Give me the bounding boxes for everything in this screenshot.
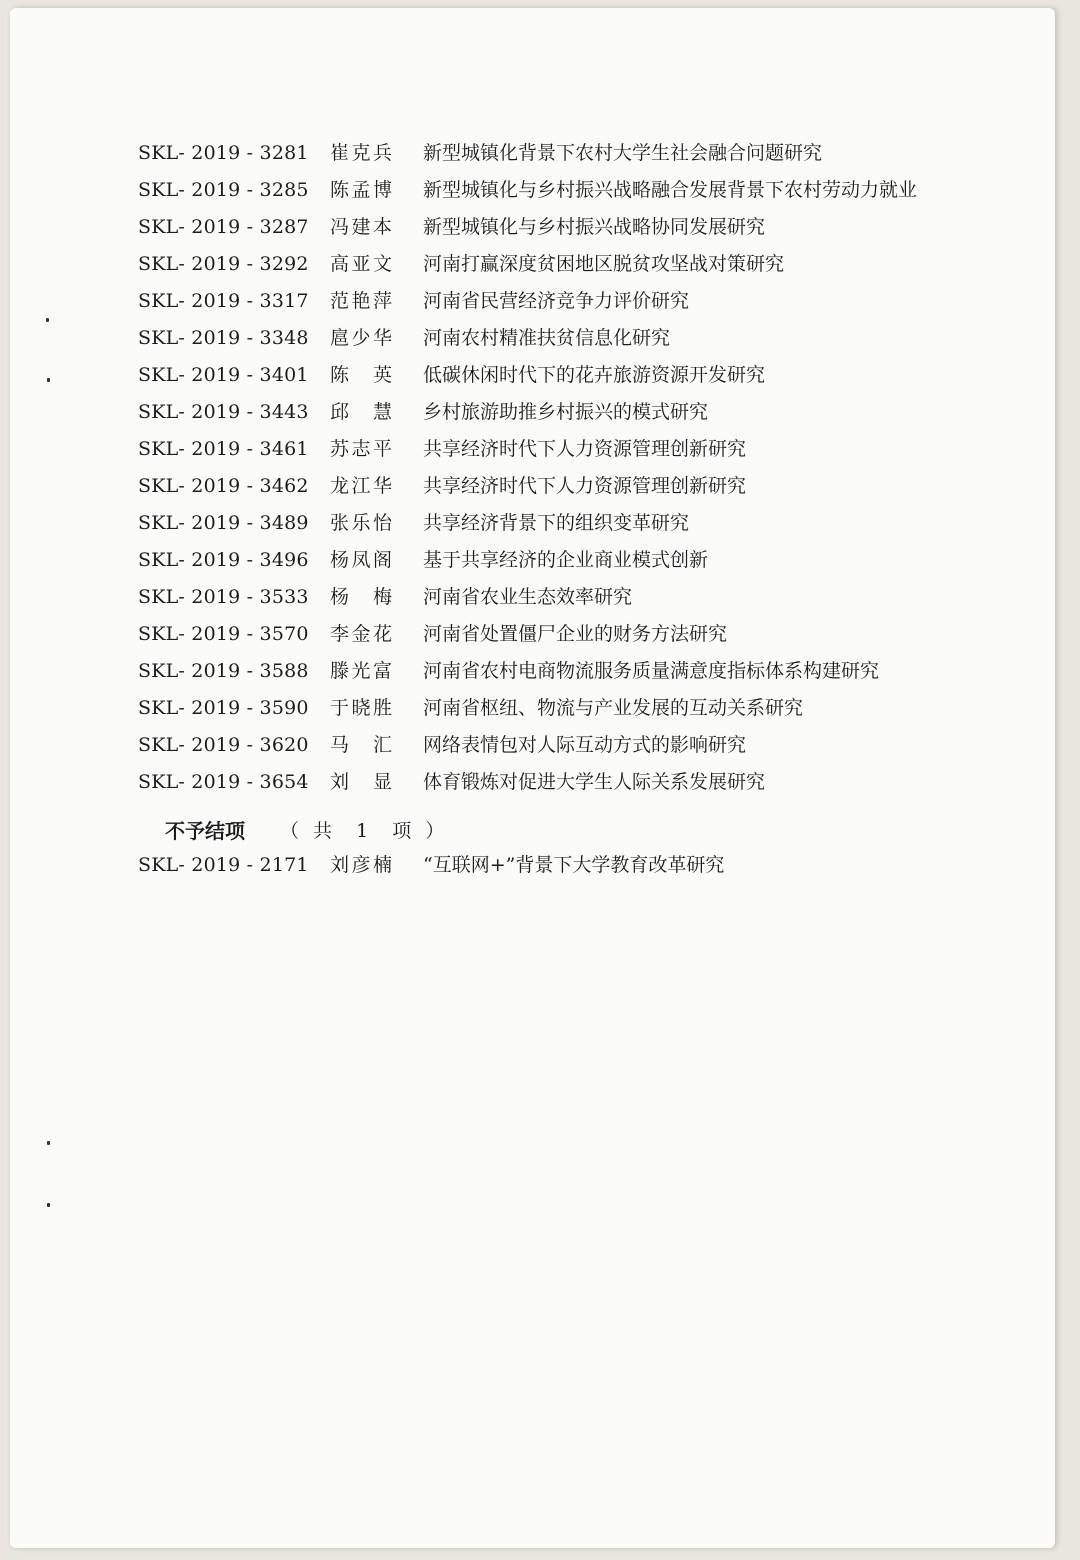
project-code: SKL- 2019 - 3281: [138, 142, 309, 164]
project-code: SKL- 2019 - 3443: [138, 401, 309, 423]
project-code: SKL- 2019 - 3590: [138, 697, 309, 719]
project-code: SKL- 2019 - 3348: [138, 327, 309, 349]
researcher-name: 崔克兵: [330, 142, 392, 164]
project-code: SKL- 2019 - 3401: [138, 364, 309, 386]
researcher-name: 冯建本: [330, 216, 392, 238]
researcher-name: 滕光富: [330, 660, 392, 682]
researcher-name: 扈少华: [330, 327, 392, 349]
project-title: 河南省处置僵尸企业的财务方法研究: [423, 623, 728, 645]
researcher-name: 刘显: [330, 771, 392, 793]
project-title: 河南打赢深度贫困地区脱贫攻坚战对策研究: [423, 253, 785, 275]
researcher-name: 龙江华: [330, 475, 392, 497]
project-code: SKL- 2019 - 3570: [138, 623, 309, 645]
project-title: 河南农村精准扶贫信息化研究: [423, 327, 671, 349]
project-title: 新型城镇化与乡村振兴战略融合发展背景下农村劳动力就业: [423, 179, 918, 201]
project-title: 共享经济时代下人力资源管理创新研究: [423, 438, 747, 460]
researcher-name: 陈英: [330, 364, 392, 386]
section-heading: 不予结项: [165, 819, 245, 843]
researcher-name: 杨凤阁: [330, 549, 392, 571]
project-title: 新型城镇化与乡村振兴战略协同发展研究: [423, 216, 766, 238]
researcher-name: 范艳萍: [330, 290, 392, 312]
project-title: 河南省民营经济竞争力评价研究: [423, 290, 690, 312]
researcher-name: 高亚文: [330, 253, 392, 275]
project-title: 新型城镇化背景下农村大学生社会融合问题研究: [423, 142, 823, 164]
researcher-name: 杨梅: [330, 586, 392, 608]
project-title: 共享经济背景下的组织变革研究: [423, 512, 690, 534]
project-code: SKL- 2019 - 3588: [138, 660, 309, 682]
project-title: 共享经济时代下人力资源管理创新研究: [423, 475, 747, 497]
researcher-name: 刘彦楠: [330, 854, 392, 876]
project-title: 基于共享经济的企业商业模式创新: [423, 549, 709, 571]
project-title: 乡村旅游助推乡村振兴的模式研究: [423, 401, 709, 423]
project-code: SKL- 2019 - 3654: [138, 771, 309, 793]
project-title: 河南省农村电商物流服务质量满意度指标体系构建研究: [423, 660, 880, 682]
scan-speck: [46, 318, 49, 322]
project-code: SKL- 2019 - 3462: [138, 475, 309, 497]
researcher-name: 李金花: [330, 623, 392, 645]
project-title: “互联网+”背景下大学教育改革研究: [423, 854, 725, 876]
project-title: 网络表情包对人际互动方式的影响研究: [423, 734, 747, 756]
project-title: 河南省农业生态效率研究: [423, 586, 633, 608]
researcher-name: 陈孟博: [330, 179, 392, 201]
researcher-name: 马汇: [330, 734, 392, 756]
project-title: 低碳休闲时代下的花卉旅游资源开发研究: [423, 364, 766, 386]
project-code: SKL- 2019 - 2171: [138, 854, 309, 876]
project-code: SKL- 2019 - 3461: [138, 438, 309, 460]
researcher-name: 张乐怡: [330, 512, 392, 534]
project-title: 河南省枢纽、物流与产业发展的互动关系研究: [423, 697, 804, 719]
scan-speck: [47, 1141, 50, 1145]
researcher-name: 苏志平: [330, 438, 392, 460]
researcher-name: 于晓胜: [330, 697, 392, 719]
project-code: SKL- 2019 - 3292: [138, 253, 309, 275]
section-count: （ 共 1 项 ）: [280, 820, 449, 842]
project-code: SKL- 2019 - 3489: [138, 512, 309, 534]
project-code: SKL- 2019 - 3533: [138, 586, 309, 608]
researcher-name: 邱慧: [330, 401, 392, 423]
project-code: SKL- 2019 - 3285: [138, 179, 309, 201]
scan-speck: [47, 1203, 50, 1207]
project-code: SKL- 2019 - 3496: [138, 549, 309, 571]
project-code: SKL- 2019 - 3317: [138, 290, 309, 312]
project-code: SKL- 2019 - 3287: [138, 216, 309, 238]
scan-speck: [47, 378, 50, 382]
project-title: 体育锻炼对促进大学生人际关系发展研究: [423, 771, 766, 793]
document-page: [10, 8, 1055, 1548]
project-code: SKL- 2019 - 3620: [138, 734, 309, 756]
